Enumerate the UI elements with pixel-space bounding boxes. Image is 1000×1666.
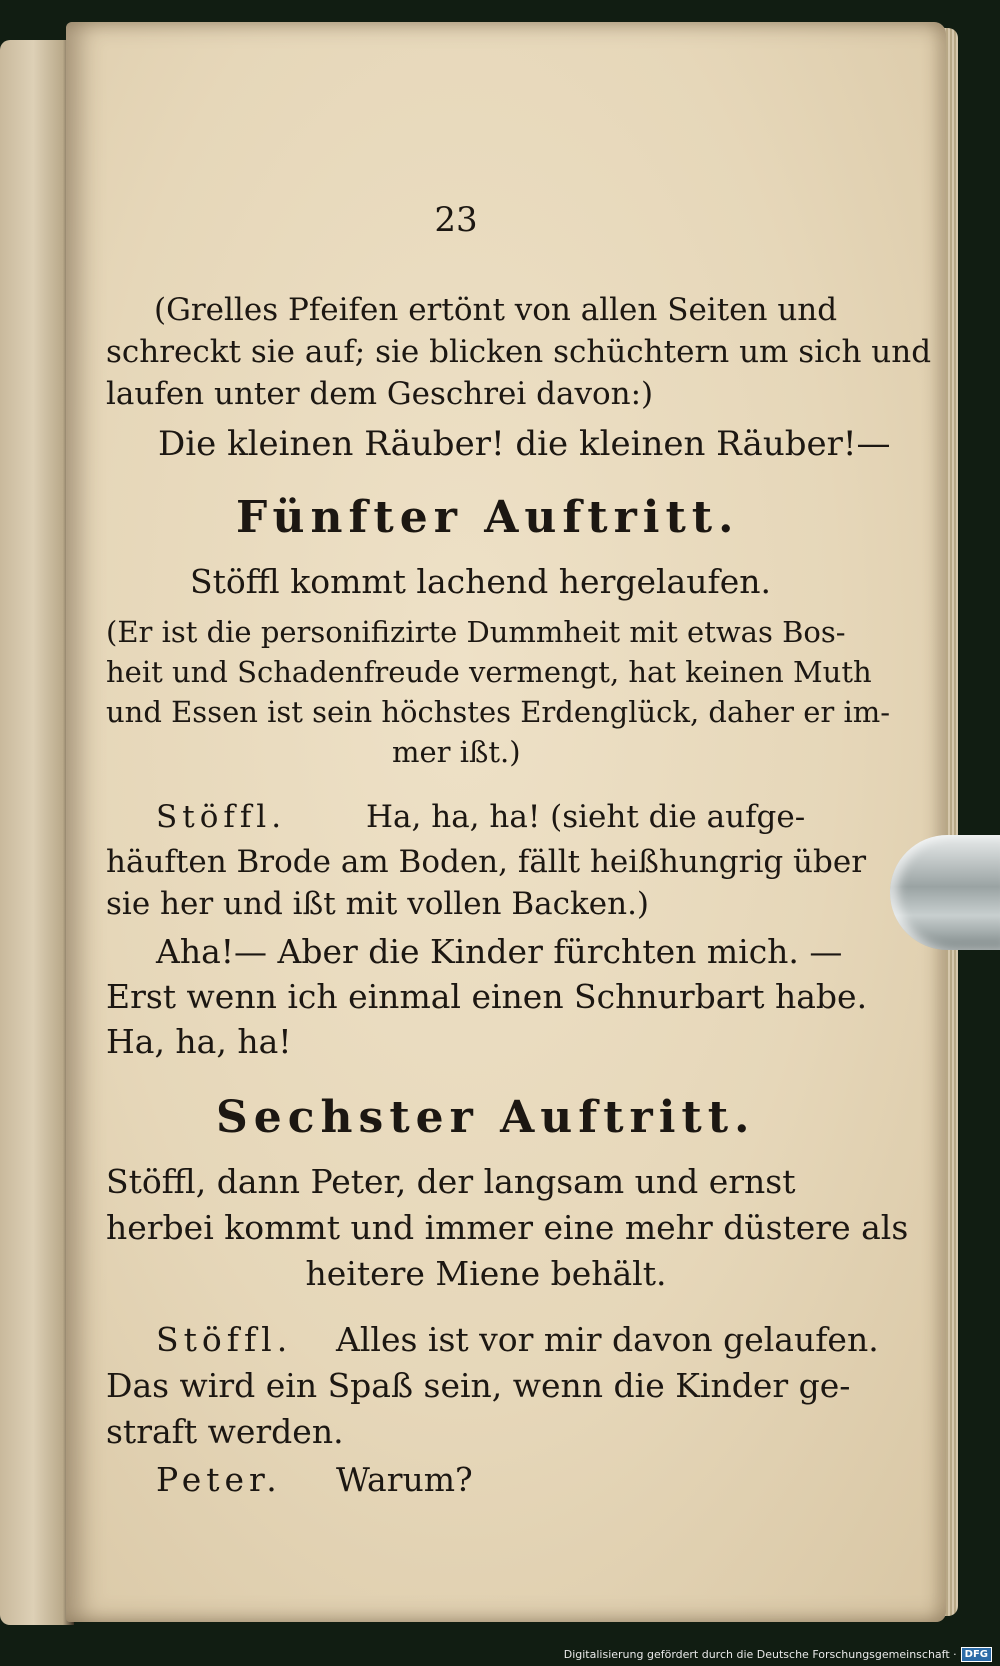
dialogue-line: sie her und ißt mit vollen Backen.) [106, 886, 650, 922]
stage-direction-line: heit und Schadenfreude vermengt, hat keinen Muth [106, 655, 872, 689]
exclamation-line: Die kleinen Räuber! die kleinen Räuber!— [158, 424, 891, 464]
dialogue-line: häuften Brode am Boden, fällt heißhungrig über [106, 844, 867, 880]
dialogue-line: Ha, ha, ha! (sieht die aufge- [366, 799, 806, 835]
speaker-name: Stöffl. [156, 799, 287, 835]
dialogue-line: Ha, ha, ha! [106, 1022, 292, 1061]
facing-page-edge [0, 40, 74, 1625]
dialogue-line: Das wird ein Spaß sein, wenn die Kinder ge- [106, 1366, 851, 1405]
speaker-name: Stöffl. [156, 1320, 293, 1359]
page-clip [890, 835, 1000, 950]
digitization-credit [564, 1647, 992, 1662]
book-page [66, 22, 946, 1622]
scene-subheading-6: Stöffl, dann Peter, der langsam und ernst [106, 1162, 796, 1201]
stage-direction-line: und Essen ist sein höchstes Erdenglück, daher er im- [106, 695, 891, 729]
stage-direction-line: laufen unter dem Geschrei davon:) [106, 376, 654, 412]
scene-subheading-6: heitere Miene behält. [305, 1254, 667, 1293]
scene-heading-5: Fünfter Auftritt. [236, 492, 740, 543]
stage-direction-line: mer ißt.) [392, 735, 521, 769]
dialogue-line: Aha!— Aber die Kinder fürchten mich. — [156, 932, 843, 971]
stage-direction-line: (Grelles Pfeifen ertönt von allen Seiten und [154, 292, 838, 328]
dialogue-line: straft werden. [106, 1412, 344, 1451]
stage-direction-line: schreckt sie auf; sie blicken schüchtern um sich und [106, 334, 932, 370]
dialogue-line: Erst wenn ich einmal einen Schnurbart habe. [106, 977, 868, 1016]
stage-direction-line: (Er ist die personifizirte Dummheit mit etwas Bos- [106, 615, 846, 649]
scene-heading-6: Sechster Auftritt. [216, 1092, 756, 1143]
scene-subheading-5: Stöffl kommt lachend hergelaufen. [190, 562, 771, 601]
dfg-logo-icon: DFG [961, 1647, 992, 1662]
credit-text: Digitalisierung gefördert durch die Deutsche Forschungsgemeinschaft · [563, 1648, 957, 1661]
speaker-name: Peter. [156, 1460, 282, 1499]
page-number: 23 [434, 200, 478, 240]
dialogue-line: Alles ist vor mir davon gelaufen. [336, 1320, 879, 1359]
dialogue-line: Warum? [336, 1460, 473, 1499]
scene-subheading-6: herbei kommt und immer eine mehr düstere als [106, 1208, 909, 1247]
